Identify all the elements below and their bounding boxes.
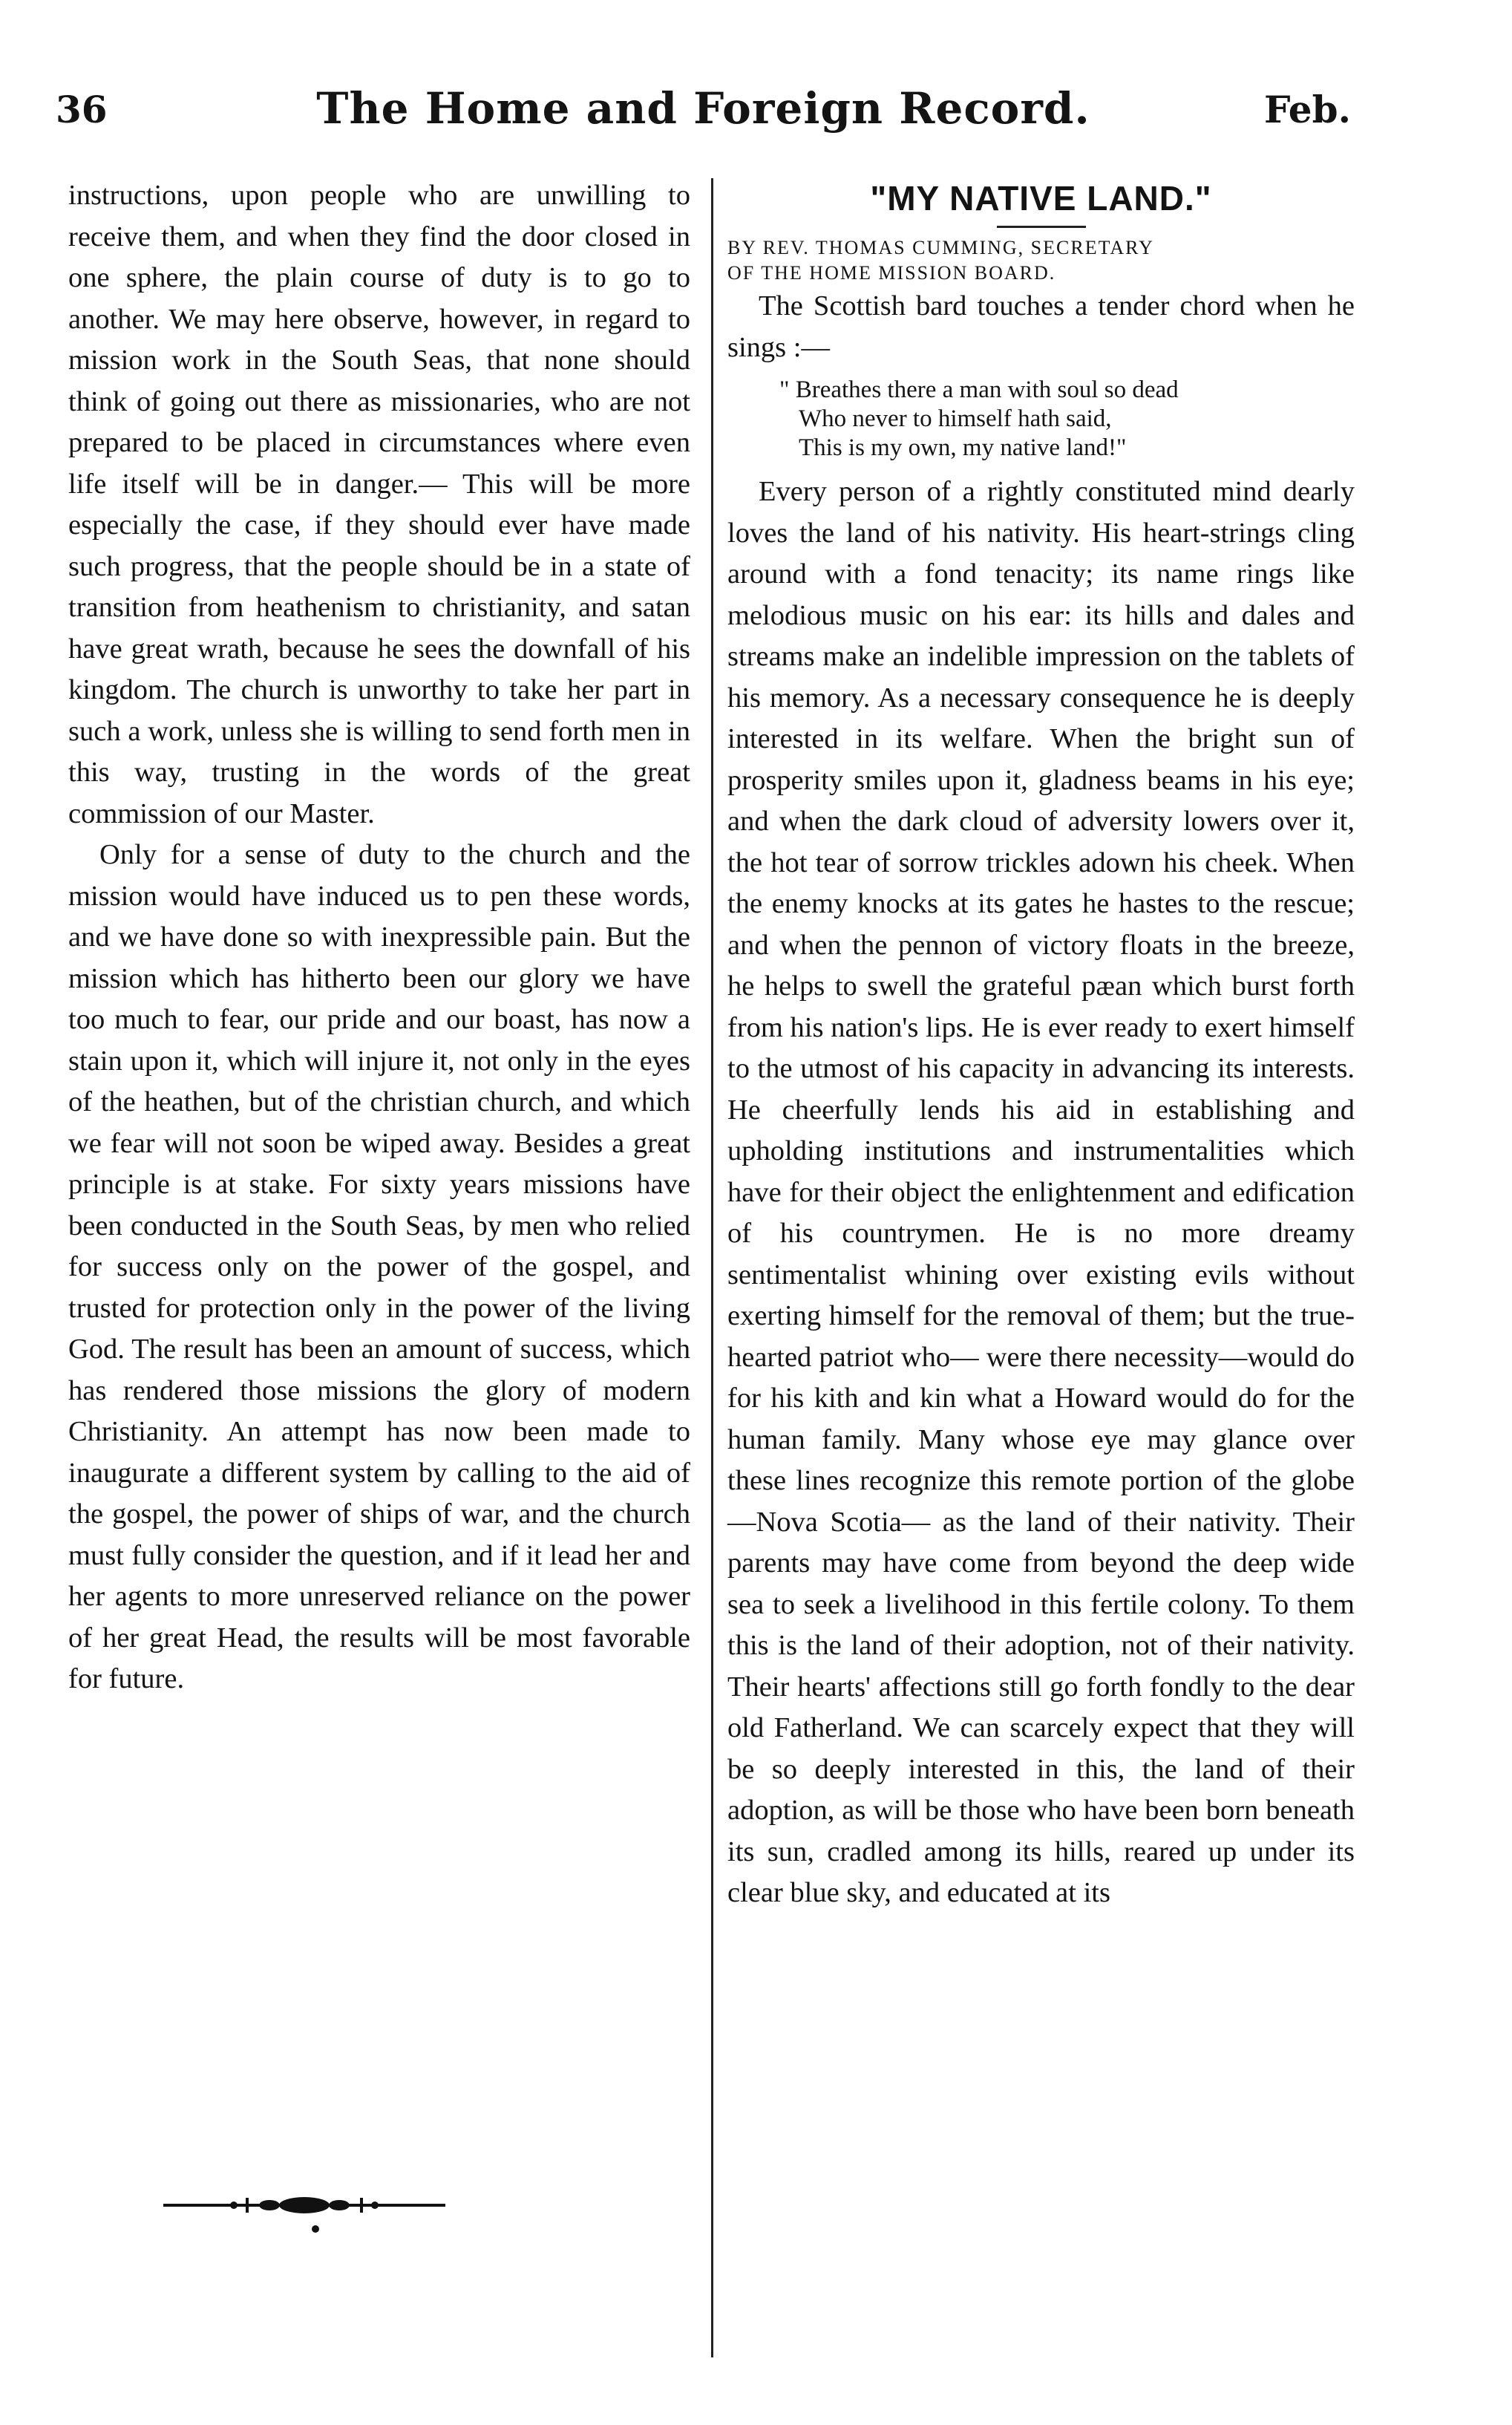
verse-line: " Breathes there a man with soul so dead	[779, 376, 1179, 403]
issue-month: Feb.	[1264, 88, 1351, 131]
left-column	[68, 175, 690, 1700]
article-title: "MY NATIVE LAND."	[870, 179, 1212, 218]
verse-line: Who never to himself hath said,	[799, 405, 1112, 432]
byline	[727, 235, 1355, 286]
byline-line-2: OF THE HOME MISSION BOARD.	[727, 262, 1056, 284]
scroll-ornament-icon	[160, 2189, 449, 2233]
title-rule	[997, 226, 1086, 228]
verse-line: This is my own, my native land!"	[799, 434, 1127, 461]
paragraph: Only for a sense of duty to the church and the mission would have induced us to pen these words, and we have done so with inexpressible pain. But the mission which has hitherto been our glory we have too much to fear, our pride and our boast, has now a stain upon it, which will injure it, not only in the eyes of the heathen, but of the christian church, and which we fear will not soon be wiped away. Besides a great principle is at stake. For sixty years missions have been conducted in the South Seas, by men who relied for success only on the power of the gospel, and trusted for protection only in the power of the living God. The result has been an amount of success, which has rendered those missions the glory of modern Christianity. An attempt has now been made to inaugurate a different system by calling to the aid of the gospel, the power of ships of war, and the church must fully consider the question, and if it lead her and her agents to more unreserved reliance on the power of her great Head, the results will be most favorable for future.	[68, 839, 690, 1694]
article-body: Every person of a rightly constituted mind dearly loves the land of his nativity. His heart-strings cling around with a fond tenacity; its name rings like melodious music on his ear: its hills and dales and streams make an indelible impression on the tablets of his memory. As a necessary consequence he is deeply interested in its welfare. When the bright sun of prosperity smiles upon it, gladness beams in his eye; and when the dark cloud of adversity lowers over it, the hot tear of sorrow trickles adown his cheek. When the enemy knocks at its gates he hastes to the rescue; and when the pennon of victory floats in the breeze, he helps to swell the grateful pæan which burst forth from his nation's lips. He is ever ready to exert himself to the utmost of his capacity in advancing its interests. He cheerfully lends his aid in establishing and upholding institutions and instrumentalities which have for their object the enlightenment and edification of his countrymen. He is no more dreamy sentimentalist whining over existing evils without exerting himself for the removal of them; but the true-hearted patriot who— were there necessity—would do for his kith and kin what a Howard would do for the human family. Many whose eye may glance over these lines recognize this remote portion of the globe—Nova Scotia— as the land of their nativity. Their parents may have come from beyond the deep wide sea to seek a livelihood in this fertile colony. To them this is the land of their adoption, not of their nativity. Their hearts' affections still go forth fondly to the dear old Fatherland. We can scarcely expect that they will be so deeply interested in this, the land of their adoption, as will be those who have been born beneath its sun, cradled among its hills, reared up under its clear blue sky, and educated at its	[727, 476, 1355, 1908]
intro-paragraph: The Scottish bard touches a tender chord when he sings :—	[727, 290, 1355, 363]
running-head	[56, 83, 1351, 147]
column-divider	[711, 178, 713, 2357]
paragraph: instructions, upon people who are unwilling to receive them, and when they find the door closed in one sphere, the plain course of duty is to go to another. We may here observe, however, in regard to mission work in the South Seas, that none should think of going out there as missionaries, who are not prepared to be placed in circumstances where even life itself will be in danger.— This will be more especially the case, if they should ever have made such progress, that the people should be in a state of transition from heathenism to christianity, and satan have great wrath, because he sees the downfall of his kingdom. The church is unworthy to take her part in such a work, unless she is willing to send forth men in this way, trusting in the words of the great commission of our Master.	[68, 180, 690, 829]
right-column	[727, 175, 1355, 1914]
journal-title: The Home and Foreign Record.	[316, 83, 1090, 134]
verse-quote	[727, 376, 1355, 463]
page-number: 36	[56, 88, 108, 131]
byline-line-1: BY REV. THOMAS CUMMING, SECRETARY	[727, 237, 1154, 258]
